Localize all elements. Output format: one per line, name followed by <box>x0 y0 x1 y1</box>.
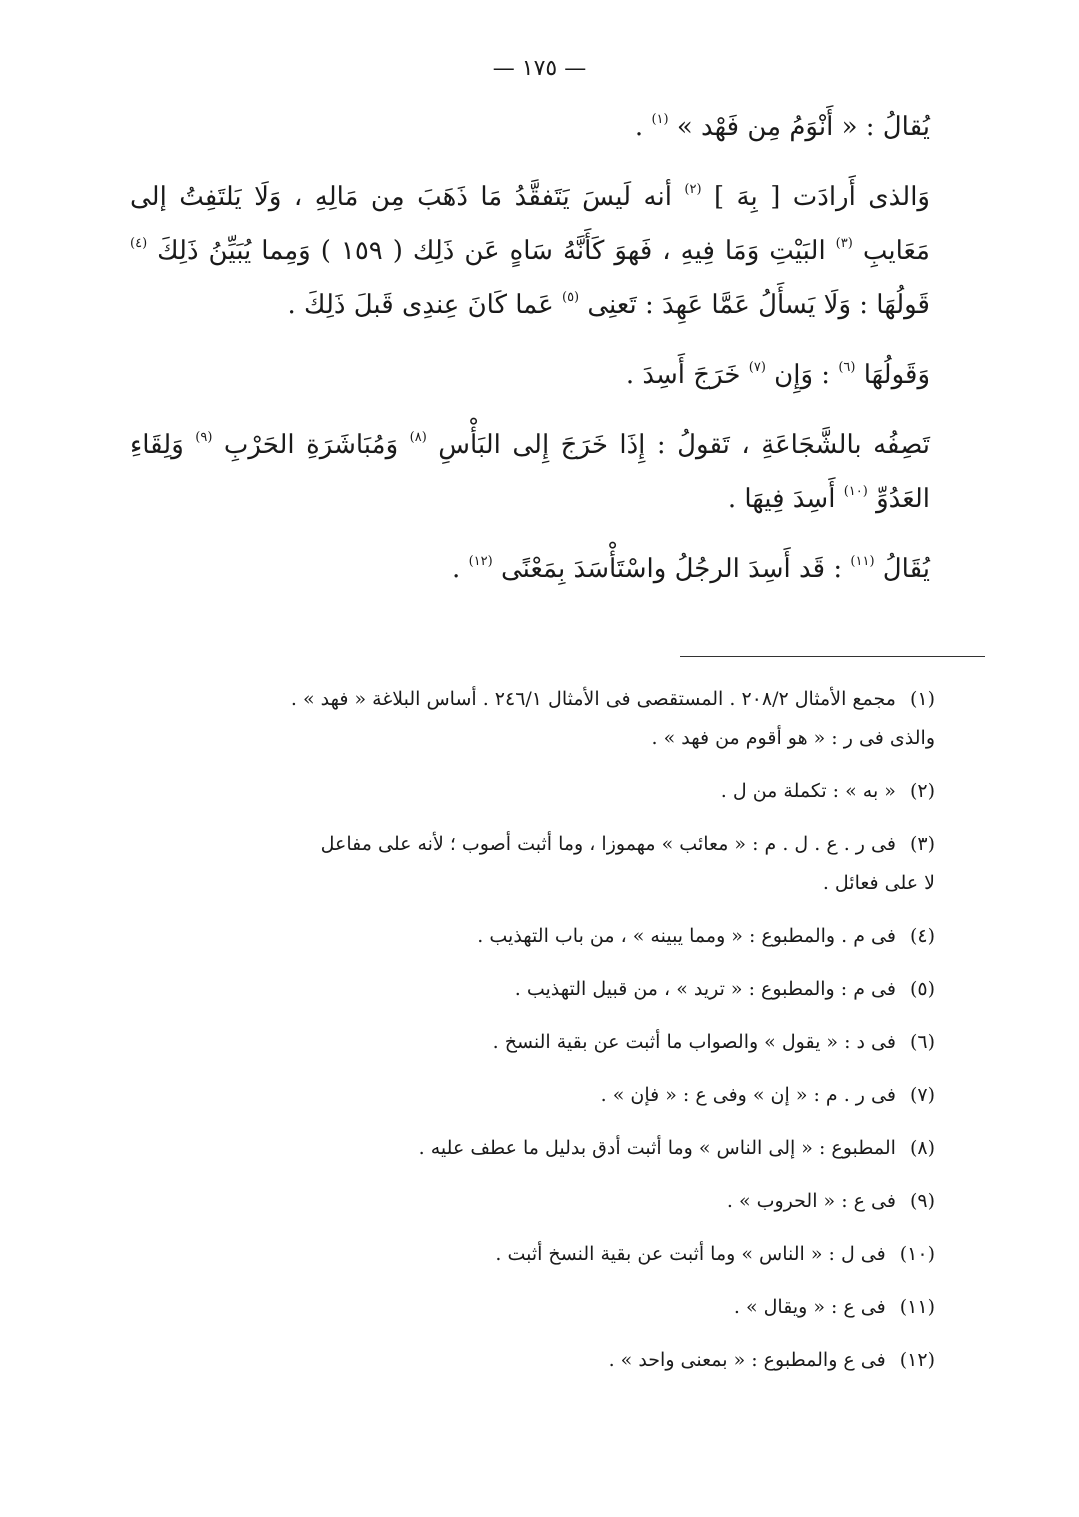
text-segment: عَما كَانَ عِندِى قَبلَ ذَلِكَ . <box>287 290 562 320</box>
footnote-text: فى ر . م : « إن » وفى ع : « فإن » . <box>600 1084 896 1106</box>
footnote-number: (١) <box>909 688 935 710</box>
footnote-ref: (١٢) <box>468 554 493 569</box>
footnote-number: (١٢) <box>899 1349 935 1371</box>
paragraph-5 <box>130 542 930 596</box>
footnote-divider <box>680 656 985 657</box>
footnote-text: فى ل : « الناس » وما أثبت عن بقية النسخ أثبت . <box>495 1243 886 1265</box>
text-segment: وَقَولُهَا <box>855 360 930 390</box>
footnote-item <box>135 920 935 953</box>
text-segment: تَصِفُه بالشَّجَاعَةِ ، تَقولُ : إِذَا خَرَجَ إِلى البَأْسِ <box>426 430 930 460</box>
footnote-number: (٤) <box>909 925 935 947</box>
paragraph-3 <box>130 348 930 402</box>
footnote-item <box>135 1079 935 1112</box>
text-segment: خَرَجَ أَسِدَ . <box>625 360 749 390</box>
text-segment: يُقالُ : « أَنْوَمُ مِن فَهْد » <box>668 112 930 142</box>
text-segment: أَسِدَ فِيهَا . <box>727 484 844 514</box>
text-segment: . <box>634 112 652 142</box>
footnote-text: المطبوع : « إلى الناس » وما أثبت أدق بدليل ما عطف عليه . <box>418 1137 896 1159</box>
footnote-number: (١٠) <box>899 1243 935 1265</box>
text-segment: وَالذى أَرادَت [ بِهَ ] <box>701 182 930 212</box>
footnote-ref: (٧) <box>748 360 766 375</box>
footnote-text: مجمع الأمثال ٢٠٨/٢ . المستقصى فى الأمثال ٢٤٦/١ . أساس البلاغة « فهد » . <box>290 688 896 710</box>
footnote-item <box>135 683 935 716</box>
footnote-text: فى م : والمطبوع : « تريد » ، من قبيل التهذيب . <box>514 978 896 1000</box>
footnote-ref: (٥) <box>561 290 580 305</box>
text-segment: وَلِقَاءِ العَدُوِّ <box>130 430 930 514</box>
footnote-number: (٥) <box>909 978 935 1000</box>
text-segment: قَولُهَا : وَلَا يَسأَلُ عَمَّا عَهِدَ : تَعنِى <box>579 290 930 320</box>
footnote-number: (٢) <box>909 780 935 802</box>
footnote-text: فى ع والمطبوع : « بمعنى واحد » . <box>608 1349 886 1371</box>
footnote-continuation: والذى فى ر : « هو أقوم من فهد » . <box>651 727 935 749</box>
footnote-number: (٨) <box>909 1137 935 1159</box>
main-text <box>130 100 930 596</box>
footnote-number: (٣) <box>909 833 935 855</box>
footnote-ref: (٢) <box>684 182 702 197</box>
footnote-ref: (٤) <box>130 236 148 251</box>
footnote-text: فى د : « يقول » والصواب ما أثبت عن بقية النسخ . <box>492 1031 896 1053</box>
footnote-text: فى ع : « ويقال » . <box>733 1296 886 1318</box>
footnote-ref: (٨) <box>409 430 427 445</box>
footnote-item <box>135 1344 935 1377</box>
footnote-ref: (١١) <box>850 554 875 569</box>
footnote-ref: (١٠) <box>843 484 868 499</box>
paragraph-1 <box>130 100 930 154</box>
footnote-item <box>135 973 935 1006</box>
text-segment: البَيْتِ وَمَا فِيهِ ، فَهوَ كَأَنَّهُ سَاهٍ عَن ذَلِك ( ١٥٩ ) وَمِما يُبَيِّنُ ذَلِكَ <box>147 236 836 266</box>
footnote-ref: (٣) <box>835 236 853 251</box>
text-segment: وَمُبَاشَرَةِ الحَرْبِ <box>212 430 410 460</box>
text-segment: . <box>452 554 469 584</box>
footnote-item <box>135 828 935 861</box>
footnote-text: فى ع : « الحروب » . <box>726 1190 896 1212</box>
footnote-ref: (٦) <box>838 360 856 375</box>
text-segment: يُقَالُ <box>874 554 930 584</box>
footnote-text: فى ر . ع . ل . م : « معائب » مهموزا ، وما أثبت أصوب ؛ لأنه على مفاعل <box>320 833 896 855</box>
footnote-continuation: لا على فعائل . <box>822 872 935 894</box>
footnote-number: (٩) <box>909 1190 935 1212</box>
page-number: — ١٧٥ — <box>492 56 587 81</box>
footnote-ref: (١) <box>651 112 669 127</box>
footnote-item <box>135 775 935 808</box>
footnote-text: فى م . والمطبوع : « ومما يبينه » ، من باب التهذيب . <box>477 925 896 947</box>
footnote-item <box>135 1185 935 1218</box>
paragraph-4 <box>130 418 930 526</box>
footnote-number: (٧) <box>909 1084 935 1106</box>
footnote-number: (١١) <box>899 1296 935 1318</box>
footnote-text: « به » : تكملة من ل . <box>720 780 896 802</box>
footnote-item <box>135 1132 935 1165</box>
paragraph-2 <box>130 170 930 332</box>
footnotes <box>135 683 935 1397</box>
footnote-number: (٦) <box>909 1031 935 1053</box>
footnote-item <box>135 1238 935 1271</box>
footnote-item <box>135 1291 935 1324</box>
text-segment: أنه لَيسَ يَتَفقَّدُ مَا ذَهَبَ مِن مَالِهِ ، وَلَا يَلتَفِتُ إلى مَعَايبِ <box>130 182 930 266</box>
footnote-ref: (٩) <box>195 430 213 445</box>
text-segment: : وَإِن <box>765 360 839 390</box>
text-segment: : قَد أَسِدَ الرجُلُ واسْتَأْسَدَ بِمَعْنًى <box>492 554 851 584</box>
footnote-item <box>135 1026 935 1059</box>
